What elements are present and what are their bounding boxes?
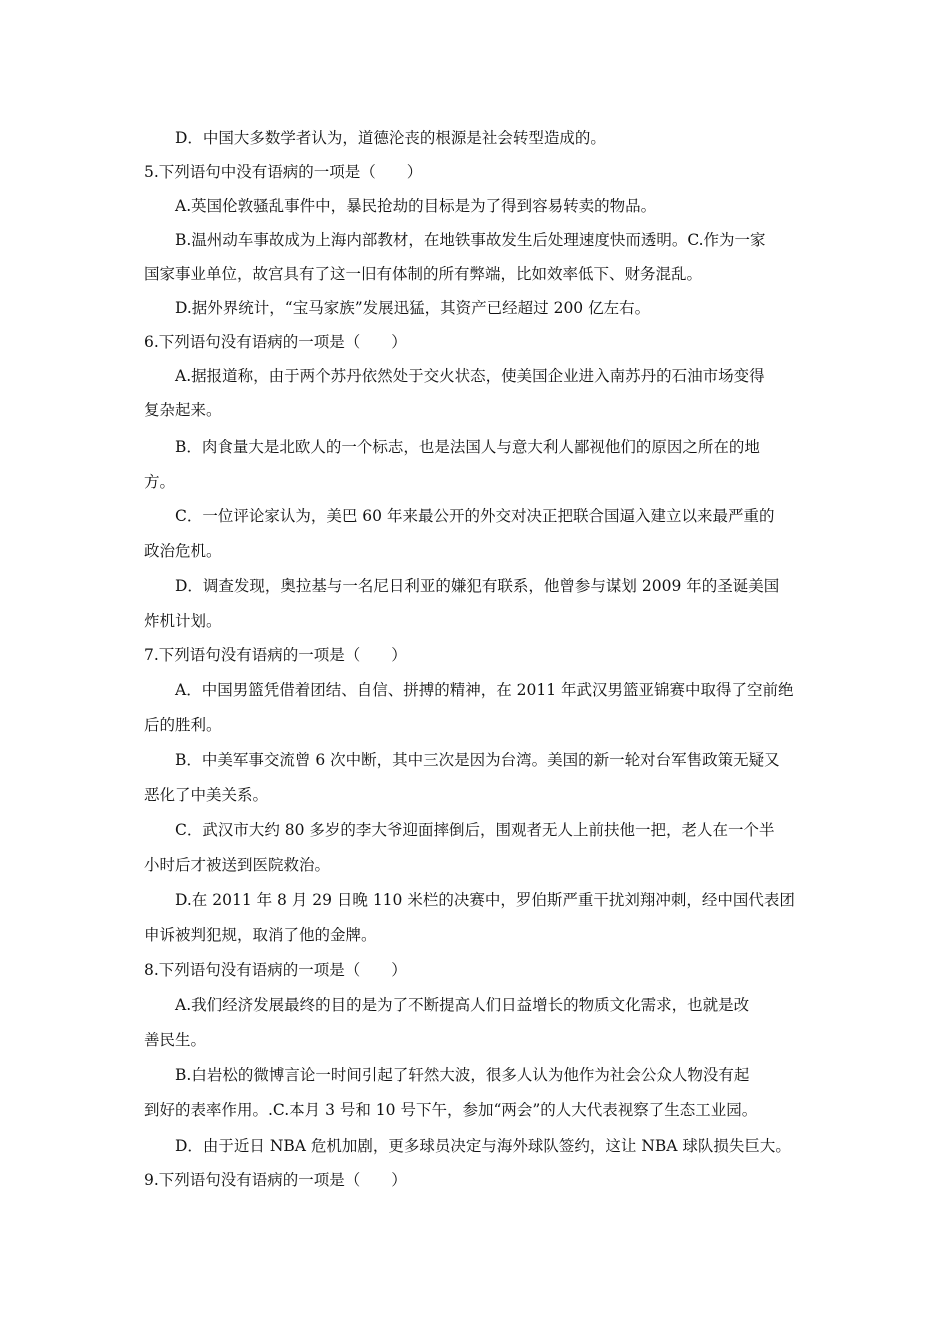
q5-option-a: A.英国伦敦骚乱事件中，暴民抢劫的目标是为了得到容易转卖的物品。 bbox=[175, 197, 657, 215]
q6-option-d: D．调查发现，奥拉基与一名尼日利亚的嫌犯有联系，他曾参与谋划 2009 年的圣诞美国 bbox=[175, 577, 780, 595]
q7-option-c-cont: 小时后才被送到医院救治。 bbox=[144, 856, 331, 874]
q5-option-d: D.据外界统计，“宝马家族”发展迅猛，其资产已经超过 200 亿左右。 bbox=[175, 299, 651, 317]
question-9-stem: 9.下列语句没有语病的一项是（ ） bbox=[144, 1171, 407, 1189]
q6-option-c-cont: 政治危机。 bbox=[144, 542, 222, 560]
q6-option-a: A.据报道称，由于两个苏丹依然处于交火状态，使美国企业进入南苏丹的石油市场变得 bbox=[175, 367, 765, 385]
q7-option-d: D.在 2011 年 8 月 29 日晚 110 米栏的决赛中，罗伯斯严重干扰刘翔冲刺，经中国代表团 bbox=[175, 891, 795, 909]
q8-option-a-cont: 善民生。 bbox=[144, 1031, 207, 1049]
q7-option-a-cont: 后的胜利。 bbox=[144, 716, 222, 734]
q7-option-b-cont: 恶化了中美关系。 bbox=[144, 786, 269, 804]
q5-option-b: B.温州动车事故成为上海内部教材，在地铁事故发生后处理速度快而透明。C.作为一家 bbox=[175, 231, 766, 249]
q8-option-c: 到好的表率作用。.C.本月 3 号和 10 号下午，参加“两会”的人大代表视察了生态工业园。 bbox=[144, 1101, 758, 1119]
q7-option-d-cont: 申诉被判犯规，取消了他的金牌。 bbox=[144, 926, 377, 944]
q8-option-d: D．由于近日 NBA 危机加剧，更多球员决定与海外球队签约，这让 NBA 球队损失巨大。 bbox=[175, 1137, 791, 1155]
q6-option-c: C．一位评论家认为，美巴 60 年来最公开的外交对决正把联合国逼入建立以来最严重的 bbox=[175, 507, 775, 525]
q6-option-d-cont: 炸机计划。 bbox=[144, 612, 222, 630]
q7-option-c: C．武汉市大约 80 多岁的李大爷迎面摔倒后，围观者无人上前扶他一把，老人在一个半 bbox=[175, 821, 775, 839]
q8-option-a: A.我们经济发展最终的目的是为了不断提高人们日益增长的物质文化需求，也就是改 bbox=[175, 996, 750, 1014]
q7-option-a: A．中国男篮凭借着团结、自信、拼搏的精神，在 2011 年武汉男篮亚锦赛中取得了空前绝 bbox=[175, 681, 794, 699]
question-5-stem: 5.下列语句中没有语病的一项是（ ） bbox=[144, 163, 423, 181]
q8-option-b: B.白岩松的微博言论一时间引起了轩然大波，很多人认为他作为社会公众人物没有起 bbox=[175, 1066, 750, 1084]
question-8-stem: 8.下列语句没有语病的一项是（ ） bbox=[144, 961, 407, 979]
q4-option-d: D．中国大多数学者认为，道德沦丧的根源是社会转型造成的。 bbox=[175, 129, 606, 147]
q6-option-a-cont: 复杂起来。 bbox=[144, 401, 222, 419]
question-7-stem: 7.下列语句没有语病的一项是（ ） bbox=[144, 646, 407, 664]
q6-option-b-cont: 方。 bbox=[144, 473, 176, 491]
question-6-stem: 6.下列语句没有语病的一项是（ ） bbox=[144, 333, 407, 351]
q5-option-c-cont: 国家事业单位，故宫具有了这一旧有体制的所有弊端，比如效率低下、财务混乱。 bbox=[144, 265, 703, 283]
q7-option-b: B．中美军事交流曾 6 次中断，其中三次是因为台湾。美国的新一轮对台军售政策无疑又 bbox=[175, 751, 780, 769]
q6-option-b: B．肉食量大是北欧人的一个标志，也是法国人与意大利人鄙视他们的原因之所在的地 bbox=[175, 438, 760, 456]
